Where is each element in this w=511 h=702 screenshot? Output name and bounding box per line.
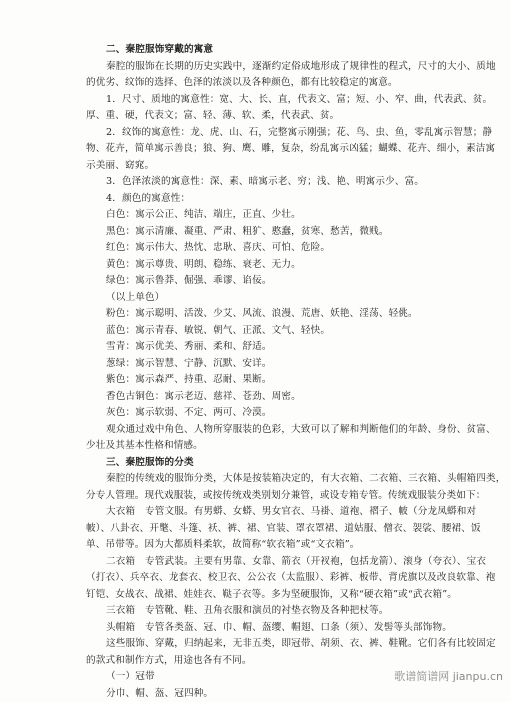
text-line: 黄色：寓示尊贵、明朗、稳练、衰老、无力。 [86, 257, 465, 274]
text-line: 的款式和制作方式，用途也各有不同。 [86, 653, 465, 670]
text-line: 秦腔的传统戏的服饰分类，大体是按装箱决定的，有大衣箱、二衣箱、三衣箱、头帽箱四类， [86, 471, 465, 488]
section-heading: 二、秦腔服饰穿戴的寓意 [86, 42, 465, 59]
text-line: 粉色：寓示聪明、活泼、少艾、风流、浪漫、荒唐、妖艳、淫荡、轻佻。 [86, 306, 465, 323]
text-line: 单、吊带等。因为大都质料柔软，故简称“软衣箱”或“文衣箱”。 [86, 537, 465, 554]
text-line: 蓝色：寓示青春、敏锐、朝气、正派、文气、轻快。 [86, 323, 465, 340]
text-line: 红色：寓示伟大、热忱、忠耿、喜庆、可怕、危险。 [86, 240, 465, 257]
text-line: 观众通过戏中角色、人物所穿服装的色彩，大致可以了解和判断他们的年龄、身份、贫富、 [86, 422, 465, 439]
text-line: 三衣箱 专管靴、鞋、丑角衣服和演员的衬垫衣物及各种把杖等。 [86, 603, 465, 620]
text-line: 分专人管理。现代戏服装，或按传统戏类别划分兼管，或设专箱专管。传统戏服装分类如下： [86, 488, 465, 505]
text-line: 这些服饰、穿戴，归纳起来，无非五类，即冠带、胡须、衣、裤、鞋靴。它们各有比较固定 [86, 636, 465, 653]
text-line: 3．色泽浓淡的寓意性：深、素、暗寓示老、穷；浅、艳、明寓示少、富。 [86, 174, 465, 191]
text-line: 物、花卉，简单寓示善良；狼、狗、鹰、雕，复杂，纷乱寓示凶猛；蝴蝶、花卉、细小，素洁寓 [86, 141, 465, 158]
text-line: 雪青：寓示优美、秀丽、柔和、舒适。 [86, 339, 465, 356]
text-line: 的优劣、纹饰的选择、色泽的浓淡以及各种颜色，都有比较稳定的寓意。 [86, 75, 465, 92]
text-line: 黑色：寓示清廉、凝重、严肃、粗犷、憨蠢，贫寒、愁苦，微贱。 [86, 224, 465, 241]
text-line: 帔）、八卦衣、开氅、斗篷、袄、裤、裙、官装、罩衣罩裙、道姑服、僧衣、袈裟、腰裙、饭 [86, 521, 465, 538]
text-line: 香色古铜色：寓示老迈、慈祥、苍劲、周密。 [86, 389, 465, 406]
text-line: 绿色：寓示鲁莽、倔强、乖谬、谄佞。 [86, 273, 465, 290]
text-line: 灰色：寓示软弱、不定、两可、冷漠。 [86, 405, 465, 422]
text-line: 2．纹饰的寓意性：龙、虎、山、石，完整寓示刚强；花、鸟、虫、鱼，零乱寓示智慧；静 [86, 125, 465, 142]
text-line: 少壮及其基本性格和情感。 [86, 438, 465, 455]
text-line: （打衣）、兵卒衣、龙套衣、校卫衣、公公衣（太监服）、彩裤、板带、背虎旗以及改良软靠、袍 [86, 570, 465, 587]
text-line: 头帽箱 专管各类盔、冠、巾、帽、盔缨、帽翅、口条（须）、发髻等头部饰物。 [86, 620, 465, 637]
watermark: 歌谱简谱网 jianpu.cn [394, 668, 503, 684]
text-line: 大衣箱 专管文服。有男蟒、女蟒、男女官衣、马褂、道袍、褶子、帔（分龙凤蟒和对 [86, 504, 465, 521]
text-line: 白色：寓示公正、纯洁、端庄，正直、少壮。 [86, 207, 465, 224]
text-line: 二衣箱 专管武装。主要有男靠、女靠、箭衣（开衩袍，包括龙箭）、滚身（夸衣）、宝衣 [86, 554, 465, 571]
text-line: 分巾、帽、盔、冠四种。 [86, 686, 465, 702]
text-line: 秦腔的服饰在长期的历史实践中，逐渐约定俗成地形成了规律性的程式，尺寸的大小、质地 [86, 59, 465, 76]
text-line: （一）冠带 [86, 669, 465, 686]
text-line: 葱绿：寓示智慧、宁静、沉默、安详。 [86, 356, 465, 373]
text-line: 示美丽、窈窕。 [86, 158, 465, 175]
text-line: 厚、重、硬，代表文；富、轻、薄、软、柔，代表武、贫。 [86, 108, 465, 125]
section-heading: 三、秦腔服饰的分类 [86, 455, 465, 472]
document-body [86, 42, 465, 702]
text-line: 紫色：寓示森严、持重、忍耐、果断。 [86, 372, 465, 389]
text-line: 4．颜色的寓意性： [86, 191, 465, 208]
text-line: 钉铠、女战衣、战裙、娃娃衣、鞑子衣等。多为坚硬服饰，又称“硬衣箱”或“武衣箱”。 [86, 587, 465, 604]
text-line: 1．尺寸、质地的寓意性：宽、大、长、直，代表文、富；短、小、窄、曲，代表武、贫。 [86, 92, 465, 109]
text-line: （以上单色） [86, 290, 465, 307]
